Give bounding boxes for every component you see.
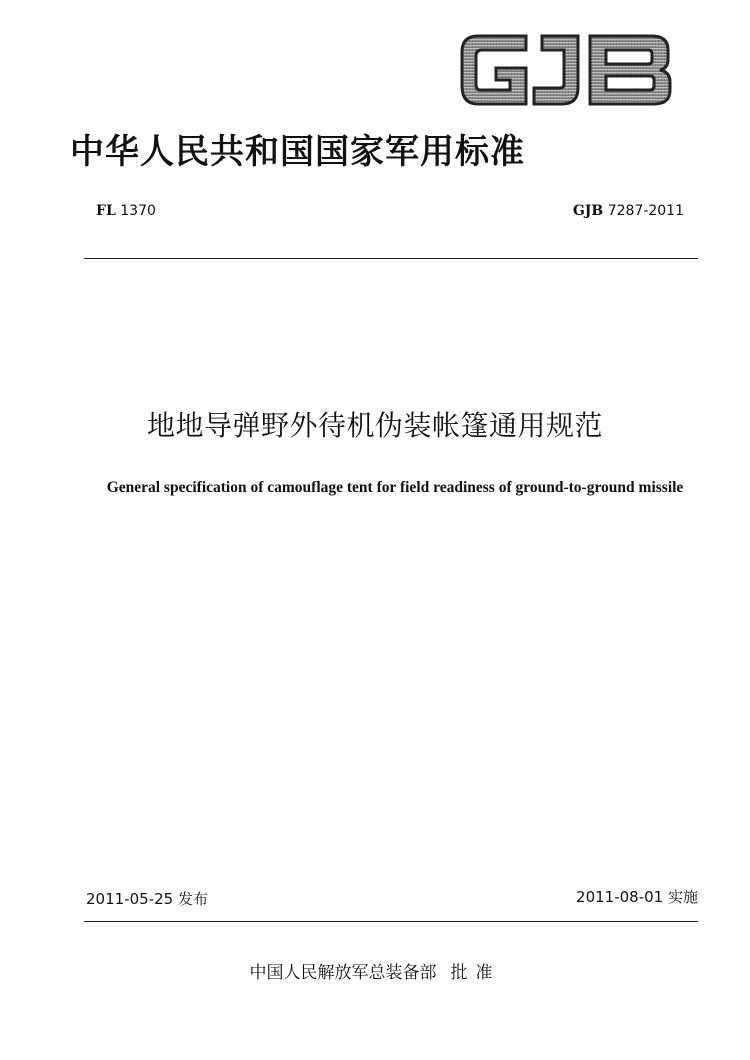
standard-number: 7287-2011 xyxy=(607,203,684,219)
standard-code xyxy=(573,203,684,219)
header-divider xyxy=(84,258,698,259)
issue-date: 2011-05-25 发布 xyxy=(86,890,208,908)
classification-number: 1370 xyxy=(120,203,156,219)
standard-label: GJB xyxy=(572,203,604,219)
footer-divider xyxy=(84,921,698,922)
document-title-cn: 地地导弹野外待机伪装帐篷通用规范 xyxy=(146,409,603,442)
standard-title: 中华人民共和国国家军用标准 xyxy=(70,132,525,172)
document-title-en: General specification of camouflage tent for field readiness of ground-to-ground missile xyxy=(106,479,684,496)
logo-text xyxy=(676,24,677,25)
implement-date: 2011-08-01 实施 xyxy=(576,888,698,906)
gjb-logo xyxy=(456,24,676,116)
gjb-logo-graphic xyxy=(456,24,676,116)
approver xyxy=(0,958,750,983)
approver-action: 批准 xyxy=(450,963,501,983)
classification-label: FL xyxy=(96,203,116,219)
classification-code xyxy=(96,203,156,219)
approver-organization: 中国人民解放军总装备部 xyxy=(249,963,437,983)
